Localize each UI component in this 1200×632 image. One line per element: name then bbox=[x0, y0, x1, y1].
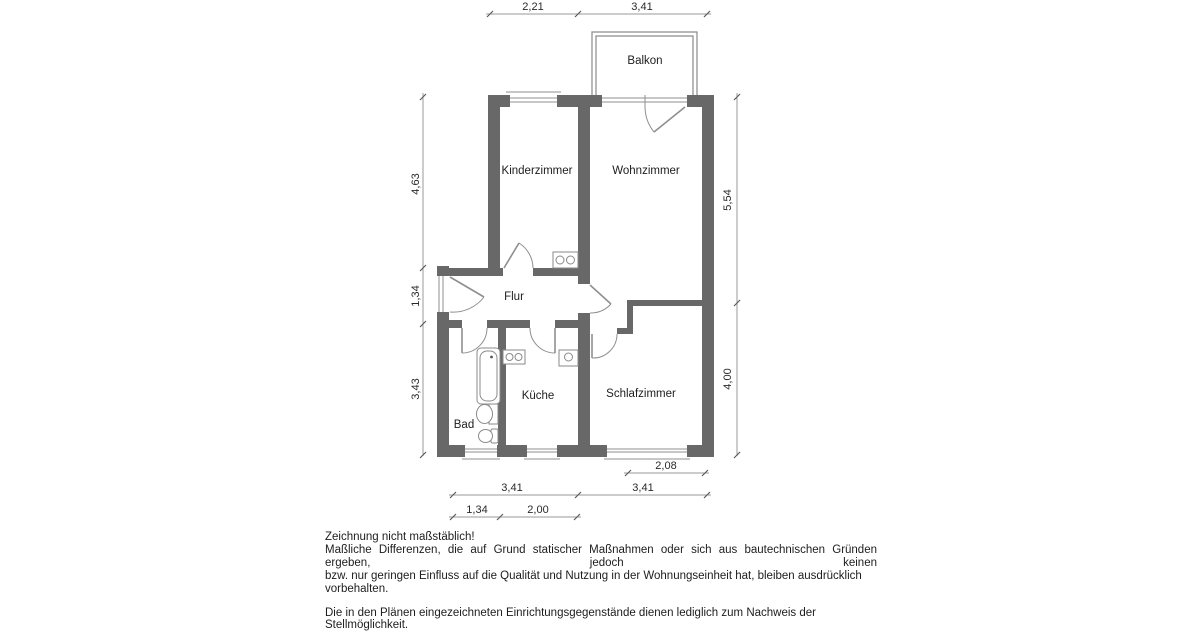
dim-value: 3,41 bbox=[632, 482, 654, 494]
room-kueche bbox=[506, 328, 578, 445]
room-label-wohnzimmer: Wohnzimmer bbox=[612, 165, 680, 177]
wall-segment bbox=[578, 95, 590, 445]
dim-value: 1,34 bbox=[466, 504, 488, 516]
wall-segment bbox=[627, 300, 702, 306]
door-arc bbox=[590, 304, 611, 313]
dim-value: 1,34 bbox=[410, 285, 422, 307]
dim-value: 4,00 bbox=[722, 368, 734, 390]
wall-segment bbox=[702, 95, 714, 457]
wall-segment bbox=[437, 320, 590, 328]
dim-value: 2,08 bbox=[655, 460, 677, 472]
room-label-balkon: Balkon bbox=[627, 55, 663, 67]
dim-value: 5,54 bbox=[722, 189, 734, 211]
room-kinderzimmer bbox=[500, 107, 578, 268]
room-label-kueche: Küche bbox=[521, 390, 555, 402]
dim-value: 3,41 bbox=[501, 482, 523, 494]
disclaimer-text bbox=[325, 531, 877, 632]
wall-segment bbox=[617, 328, 633, 334]
disclaimer-line: bzw. nur geringen Einfluss auf die Qualität und Nutzung in der Wohnungseinheit hat, bleiben ausdrücklich vorbehalten. bbox=[325, 569, 862, 595]
window-opening-bad bbox=[465, 444, 497, 458]
room-wohnzimmer bbox=[590, 107, 702, 300]
door-opening-kinderzimmer bbox=[503, 267, 533, 277]
dim-value: 3,43 bbox=[410, 378, 422, 400]
room-label-schlafzimmer: Schlafzimmer bbox=[606, 388, 676, 400]
door-opening-kueche bbox=[530, 319, 555, 329]
door-opening-schlafzimmer bbox=[590, 327, 617, 335]
door-opening-wohnzimmer bbox=[577, 284, 591, 313]
room-label-bad: Bad bbox=[453, 419, 475, 431]
spacer bbox=[325, 596, 877, 607]
window-opening-schlafzimmer bbox=[607, 444, 687, 458]
dim-value: 3,41 bbox=[631, 1, 653, 13]
disclaimer-line: Zeichnung nicht maßstäblich! bbox=[325, 531, 475, 543]
door-opening-bad bbox=[462, 319, 487, 329]
dim-value: 2,21 bbox=[522, 1, 544, 13]
wall-segment bbox=[488, 95, 500, 276]
disclaimer-line: Maßliche Differenzen, die auf Grund statischer Maßnahmen oder sich aus bautechnischen Gründen ergeben, jedoch keinen bbox=[325, 543, 877, 569]
room-label-kinderzimmer: Kinderzimmer bbox=[501, 165, 573, 177]
rooms bbox=[449, 32, 702, 445]
dim-value: 4,63 bbox=[410, 173, 422, 195]
disclaimer-line: Die in den Plänen eingezeichneten Einrichtungsgegenstände dienen lediglich zum Nachweis der Stellmöglichkeit. bbox=[325, 606, 816, 632]
window-opening-kueche bbox=[527, 444, 557, 458]
room-label-flur: Flur bbox=[504, 291, 524, 303]
dim-value: 2,00 bbox=[527, 504, 549, 516]
window-opening-kinderzimmer bbox=[510, 94, 557, 108]
